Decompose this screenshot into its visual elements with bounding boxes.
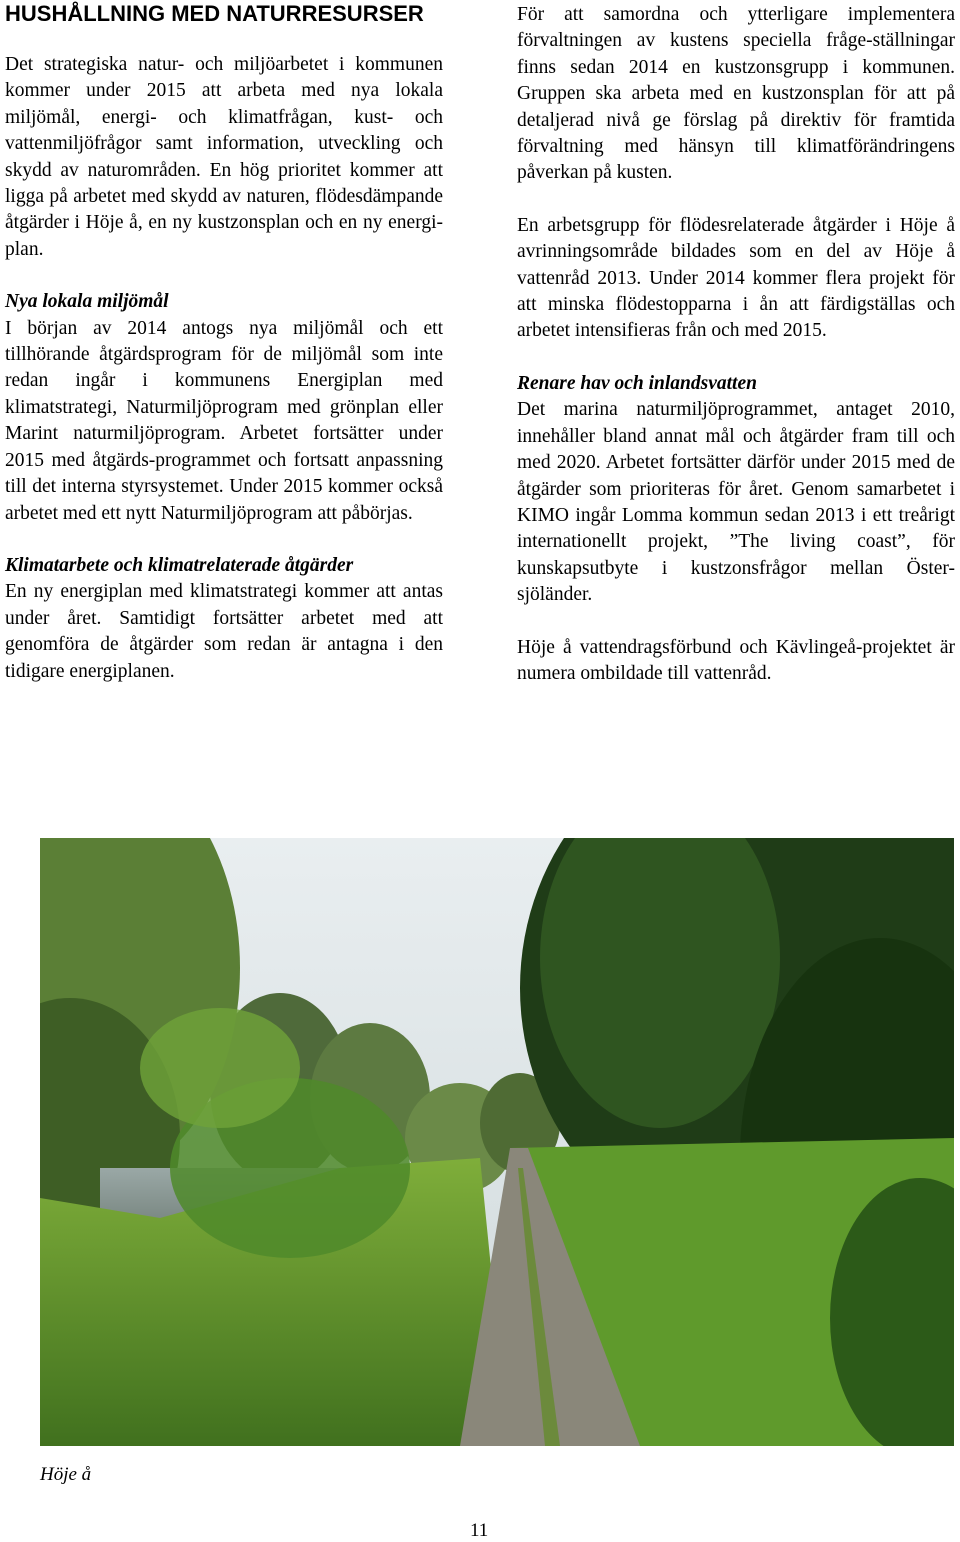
flodes-paragraph: En arbetsgrupp för flödesrelaterade åtgärder i Höje å avrinningsområde bildades som en del av Höje å vattenråd 2013. Under 2014 kommer flera projekt för att minska flödestopparna i ån att färdigställas och arbetet intensifieras från och med 2015. [517,214,955,342]
section-title-klimat: Klimatarbete och klimatrelaterade åtgärder [5,554,354,576]
section-title-miljomal: Nya lokala miljömål [5,291,169,313]
section-text-miljomal: I början av 2014 antogs nya miljömål och ett tillhörande åtgärdsprogram för de miljömål som inte redan ingår i kommunens Energiplan med klimatstrategi, Naturmiljöprogram med grönplan eller Marint naturmiljöprogram. Arbetet fortsätter under 2015 med åtgärds-programmet och fortsatt anpassning till det interna styrsystemet. Under 2015 kommer också arbetet med ett nytt Naturmiljöprogram att påbörjas. [5,317,443,524]
kustzon-paragraph: För att samordna och ytterligare implementera förvaltningen av kustens speciella fråge-ställningar finns sedan 2014 en kustzonsgrupp i kommunen. Gruppen ska arbeta med en kustzonsplan för att på detaljerad nivå ge förslag på direktiv för framtida förvaltning med hänsyn till klimatförändringens påverkan på kusten. [517,4,955,184]
right-column [517,2,955,713]
section-text-hav: Det marina naturmiljöprogrammet, antaget 2010, innehåller bland annat mål och åtgärder fram till och med 2020. Arbetet fortsätter därför under 2015 med de åtgärder som prioriteras för året. Genom samarbetet i KIMO ingår Lomma kommun sedan 2013 i ett treårigt internationellt projekt, ”The living coast”, för kunskapsutbyte i kustzonsfrågor mellan Öster-sjöländer. [517,399,955,606]
section-text-klimat: En ny energiplan med klimatstrategi kommer att antas under året. Samtidigt fortsätter arbetet med att genomföra de åtgärder som redan är antagna i den tidigare energiplanen. [5,581,443,682]
photo-caption: Höje å [40,1464,92,1485]
river-photo [40,838,954,1446]
section-hav [517,371,955,609]
vattenrad-paragraph: Höje å vattendragsförbund och Kävlingeå-projektet är numera ombildade till vattenråd. [517,636,955,684]
page-heading: HUSHÅLLNING MED NATURRESURSER [5,1,424,26]
section-title-hav: Renare hav och inlandsvatten [517,372,757,394]
page-number: 11 [470,1520,489,1541]
river-photo-illustration [40,838,954,1446]
intro-paragraph: Det strategiska natur- och miljöarbetet i kommunen kommer under 2015 att arbeta med nya lokala miljömål, energi- och klimatfrågan, kust- och vattenmiljöfrågor samt information, utveckling och skydd av naturområden. En hög prioritet kommer att ligga på arbetet med skydd av naturen, flödesdämpande åtgärder i Höje å, en ny kustzonsplan och en ny energi-plan. [5,54,443,260]
left-column [5,0,443,711]
section-miljomal [5,289,443,527]
section-klimat [5,553,443,685]
